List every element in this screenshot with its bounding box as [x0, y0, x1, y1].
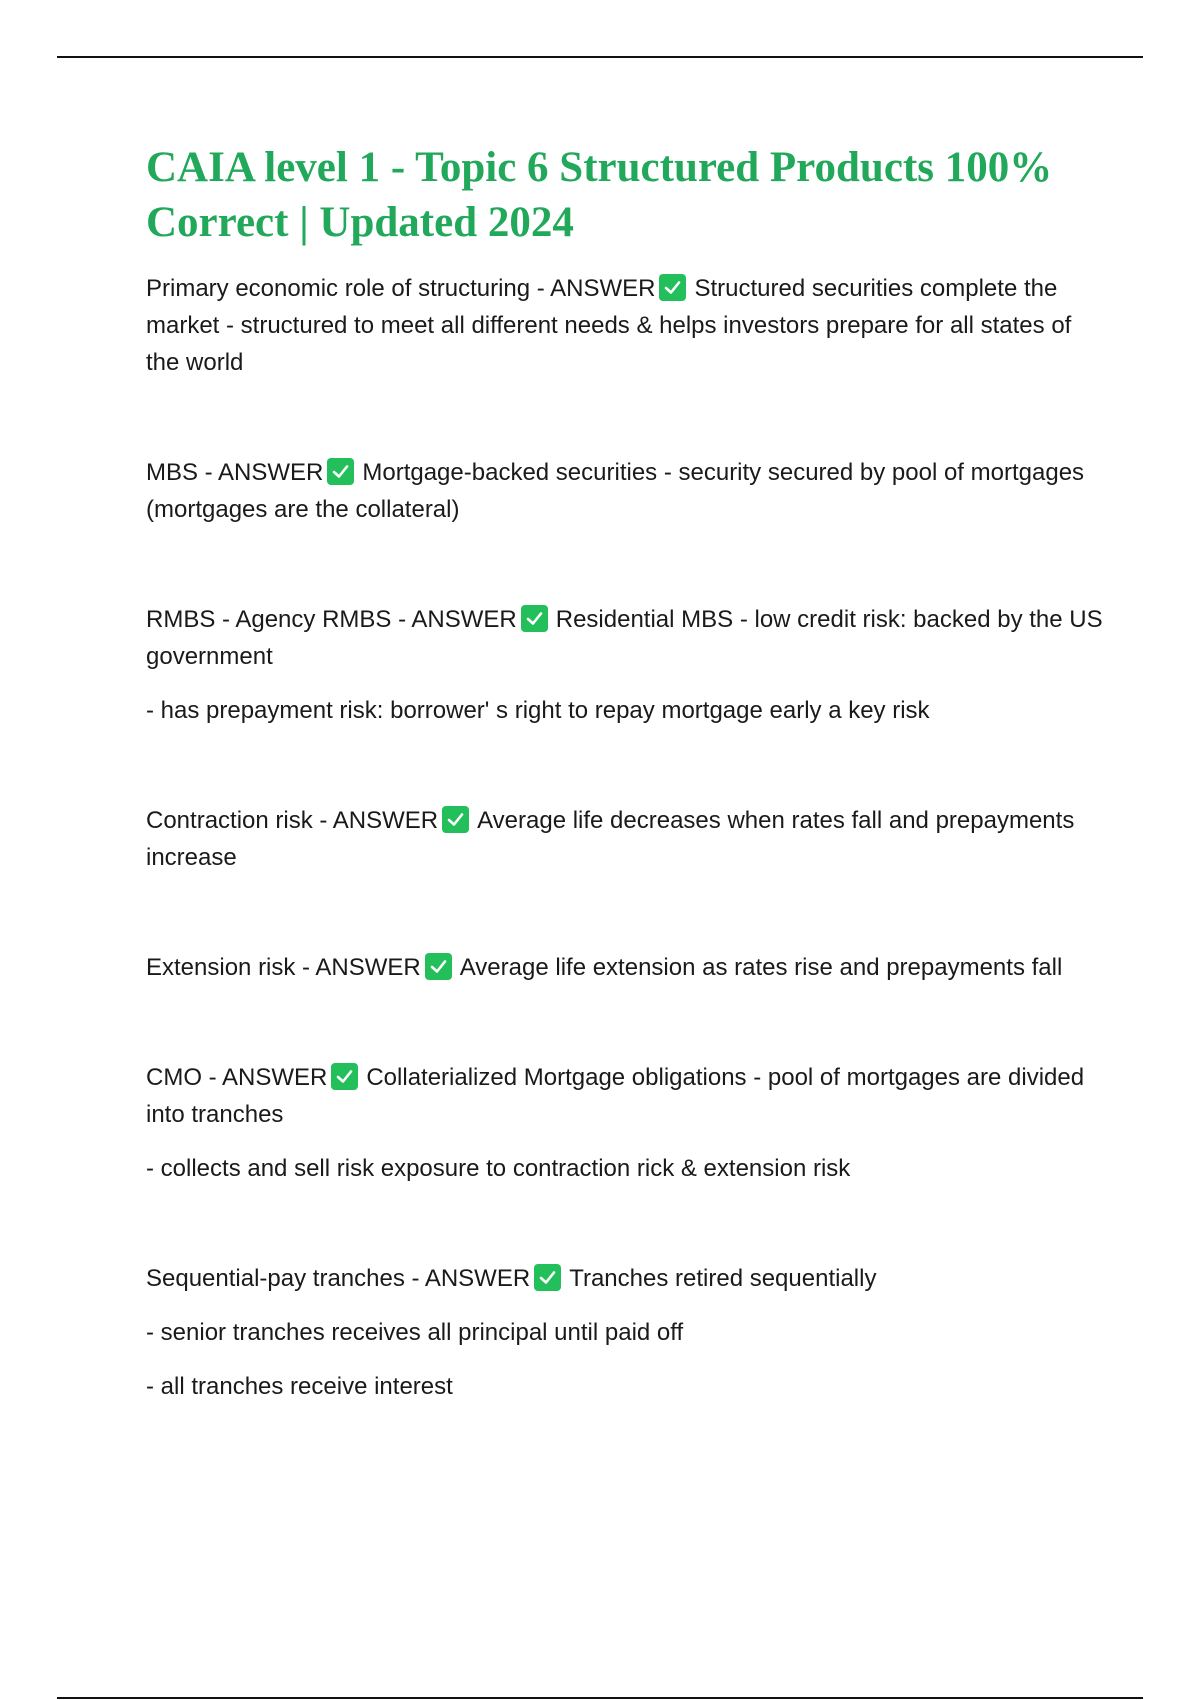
qa-item: [146, 1260, 1106, 1405]
qa-line: [146, 949, 1106, 986]
document-body: [146, 140, 1106, 1405]
answer-text: Mortgage-backed securities - security secured by pool of mortgages (mortgages are the collateral): [146, 459, 1085, 523]
question-term: Contraction risk - ANSWER: [146, 807, 439, 834]
question-term: Primary economic role of structuring - ANSWER: [146, 275, 656, 302]
check-mark-icon: [327, 458, 354, 485]
bottom-rule: [57, 1697, 1143, 1699]
check-mark-icon: [659, 274, 686, 301]
question-term: CMO - ANSWER: [146, 1064, 328, 1091]
question-term: Sequential-pay tranches - ANSWER: [146, 1265, 531, 1292]
qa-item: [146, 1059, 1106, 1187]
qa-line: [146, 802, 1106, 876]
qa-item: [146, 949, 1106, 986]
qa-list: [146, 270, 1106, 1405]
answer-detail: - all tranches receive interest: [146, 1373, 453, 1400]
answer-text: Average life extension as rates rise and prepayments fall: [459, 954, 1063, 981]
qa-item: [146, 270, 1106, 381]
question-term: RMBS - Agency RMBS - ANSWER: [146, 606, 517, 633]
answer-detail: - collects and sell risk exposure to contraction rick & extension risk: [146, 1155, 851, 1182]
qa-item: [146, 802, 1106, 876]
check-mark-icon: [425, 953, 452, 980]
answer-text: Residential MBS - low credit risk: backed by the US government: [146, 606, 1103, 670]
qa-line: [146, 270, 1106, 381]
answer-text: Structured securities complete the market - structured to meet all different needs & helps investors prepare for all states of the world: [146, 275, 1072, 376]
qa-line: [146, 1059, 1106, 1133]
qa-line: [146, 454, 1106, 528]
qa-item: [146, 454, 1106, 528]
answer-text: Average life decreases when rates fall and prepayments increase: [146, 807, 1075, 871]
answer-detail: - senior tranches receives all principal until paid off: [146, 1319, 684, 1346]
question-term: Extension risk - ANSWER: [146, 954, 421, 981]
check-mark-icon: [534, 1264, 561, 1291]
question-term: MBS - ANSWER: [146, 459, 324, 486]
qa-line: [146, 1260, 1106, 1297]
check-mark-icon: [331, 1063, 358, 1090]
check-mark-icon: [521, 605, 548, 632]
qa-item: [146, 601, 1106, 729]
qa-line: [146, 601, 1106, 675]
document-title: CAIA level 1 - Topic 6 Structured Products 100% Correct | Updated 2024: [146, 144, 1053, 246]
answer-detail: - has prepayment risk: borrower' s right to repay mortgage early a key risk: [146, 697, 930, 724]
answer-text: Tranches retired sequentially: [569, 1265, 877, 1292]
top-rule: [57, 56, 1143, 58]
check-mark-icon: [442, 806, 469, 833]
answer-text: Collaterialized Mortgage obligations - pool of mortgages are divided into tranches: [146, 1064, 1085, 1128]
